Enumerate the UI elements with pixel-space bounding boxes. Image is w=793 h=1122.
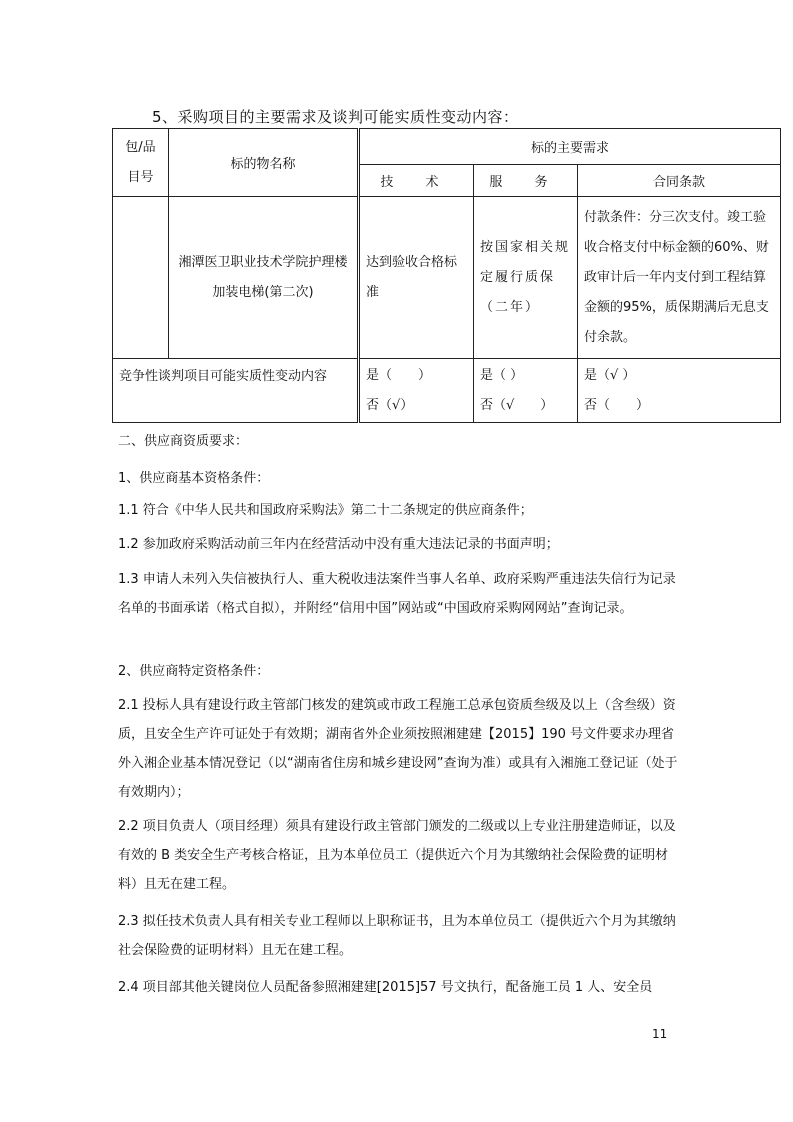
contract-yes: 是（√ ） [584,367,636,383]
requirements-table [112,128,781,423]
service-yes: 是（ ） [480,367,524,383]
paragraph-2-2: 2.2 项目负责人（项目经理）须具有建设行政主管部门颁发的二级或以上专业注册建造师证，以及有效的 B 类安全生产考核合格证，且为本单位员工（提供近六个月为其缴纳社会保险费的证明材料）且无在建工程。 [118,819,676,892]
paragraph-1-1: 1.1 符合《中华人民共和国政府采购法》第二十二条规定的供应商条件； [118,503,533,518]
paragraph-1-2: 1.2 参加政府采购活动前三年内在经营活动中没有重大违法记录的书面声明； [118,537,559,552]
header-package-number [113,129,169,197]
cell-service: 按国家相关规定履行质保（二年） [474,197,578,359]
paragraph-basic-conditions: 1、供应商基本资格条件： [118,471,270,486]
service-no: 否（√ ） [480,397,554,413]
paragraph-specific-conditions: 2、供应商特定资格条件： [118,664,270,679]
cell-tech-change [359,359,474,423]
cell-technology: 达到验收合格标准 [359,197,474,359]
header-service: 服 务 [474,165,578,197]
paragraph-2-1: 2.1 投标人具有建设行政主管部门核发的建筑或市政工程施工总承包资质叁级及以上（含叁级）资质，且安全生产许可证处于有效期；湖南省外企业须按照湘建建【2015】190 号文件要求办理省外入湘企业基本情况登记（以“湖南省住房和城乡建设网”查询为准）或具有入湘施工登记证（处于有效期内）； [118,698,678,800]
paragraph-2-3: 2.3 拟任技术负责人具有相关专业工程师以上职称证书，且为本单位员工（提供近六个月为其缴纳社会保险费的证明材料）且无在建工程。 [118,914,676,958]
header-contract-terms: 合同条款 [578,165,781,197]
paragraph-supplier-qualifications: 二、供应商资质要求： [118,434,249,449]
paragraph-1-3: 1.3 申请人未列入失信被执行人、重大税收违法案件当事人名单、政府采购严重违法失信行为记录名单的书面承诺（格式自拟），并附经“信用中国”网站或“中国政府采购网网站”查询记录。 [118,572,676,616]
tech-no: 否（√） [366,397,414,413]
header-item-name: 标的物名称 [169,129,359,197]
header-package-line2: 目号 [127,169,154,185]
cell-contract-change [578,359,781,423]
cell-package-number [113,197,169,359]
contract-no: 否（ ） [584,397,650,413]
section-heading: 5、采购项目的主要需求及谈判可能实质性变动内容： [152,108,519,126]
cell-change-label: 竞争性谈判项目可能实质性变动内容 [113,359,359,423]
page-number: 11 [652,1027,668,1041]
cell-item-name: 湘潭医卫职业技术学院护理楼加装电梯(第二次) [169,197,359,359]
header-package-line1: 包/品 [125,139,156,155]
paragraph-2-4: 2.4 项目部其他关键岗位人员配备参照湘建建[2015]57 号文执行，配备施工员 1 人、安全员 [118,980,653,995]
header-technology: 技 术 [359,165,474,197]
header-main-requirements: 标的主要需求 [359,129,781,165]
tech-yes: 是（ ） [366,367,432,383]
cell-service-change [474,359,578,423]
cell-contract-terms: 付款条件：分三次支付。竣工验收合格支付中标金额的60%、财政审计后一年内支付到工程结算金额的95%，质保期满后无息支付余款。 [578,197,781,359]
